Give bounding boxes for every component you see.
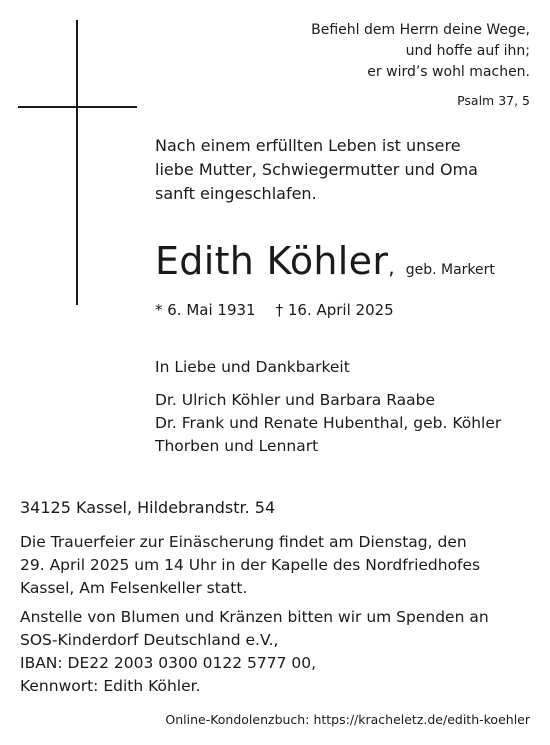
intro-line: sanft eingeschlafen. [155, 184, 317, 203]
death-date: † 16. April 2025 [275, 301, 394, 319]
mourners-list [155, 389, 501, 458]
verse-line: Befiehl dem Herrn deine Wege, [311, 22, 530, 38]
name-separator: , [388, 255, 395, 279]
maiden-name: geb. Markert [405, 262, 495, 278]
mourner-line: Dr. Ulrich Köhler und Barbara Raabe [155, 391, 436, 409]
ceremony-info [20, 531, 535, 600]
cross-vertical-bar [76, 20, 78, 305]
mourner-line: Dr. Frank und Renate Hubenthal, geb. Köhler [155, 414, 502, 432]
cross-horizontal-bar [18, 106, 137, 108]
donation-line: Kennwort: Edith Köhler. [20, 677, 201, 695]
birth-date: * 6. Mai 1931 [155, 301, 256, 319]
intro-line: Nach einem erfüllten Leben ist unsere [155, 136, 461, 155]
verse-line: er wird’s wohl machen. [367, 64, 530, 80]
ceremony-line: 29. April 2025 um 14 Uhr in der Kapelle des Nordfriedhofes [20, 556, 481, 574]
intro-line: liebe Mutter, Schwiegermutter und Oma [155, 160, 478, 179]
donation-line: IBAN: DE22 2003 0300 0122 5777 00, [20, 654, 317, 672]
ceremony-line: Die Trauerfeier zur Einäscherung findet am Dienstag, den [20, 533, 467, 551]
online-label: Online-Kondolenzbuch: [165, 712, 310, 727]
donation-info [20, 606, 535, 698]
deceased-name-line [155, 238, 495, 284]
donation-line: SOS-Kinderdorf Deutschland e.V., [20, 631, 279, 649]
verse-reference: Psalm 37, 5 [457, 93, 530, 108]
bible-verse [230, 20, 530, 111]
condolence-link[interactable]: https://kracheletz.de/edith-koehler [313, 712, 530, 727]
mourner-line: Thorben und Lennart [155, 437, 319, 455]
ceremony-line: Kassel, Am Felsenkeller statt. [20, 579, 248, 597]
life-dates [155, 299, 394, 321]
mourners-heading: In Liebe und Dankbarkeit [155, 358, 350, 376]
online-condolence [165, 711, 530, 729]
verse-line: und hoffe auf ihn; [405, 43, 530, 59]
deceased-name: Edith Köhler [155, 239, 389, 283]
donation-line: Anstelle von Blumen und Kränzen bitten wir um Spenden an [20, 608, 489, 626]
address: 34125 Kassel, Hildebrandstr. 54 [20, 498, 276, 517]
intro-text [155, 134, 535, 206]
